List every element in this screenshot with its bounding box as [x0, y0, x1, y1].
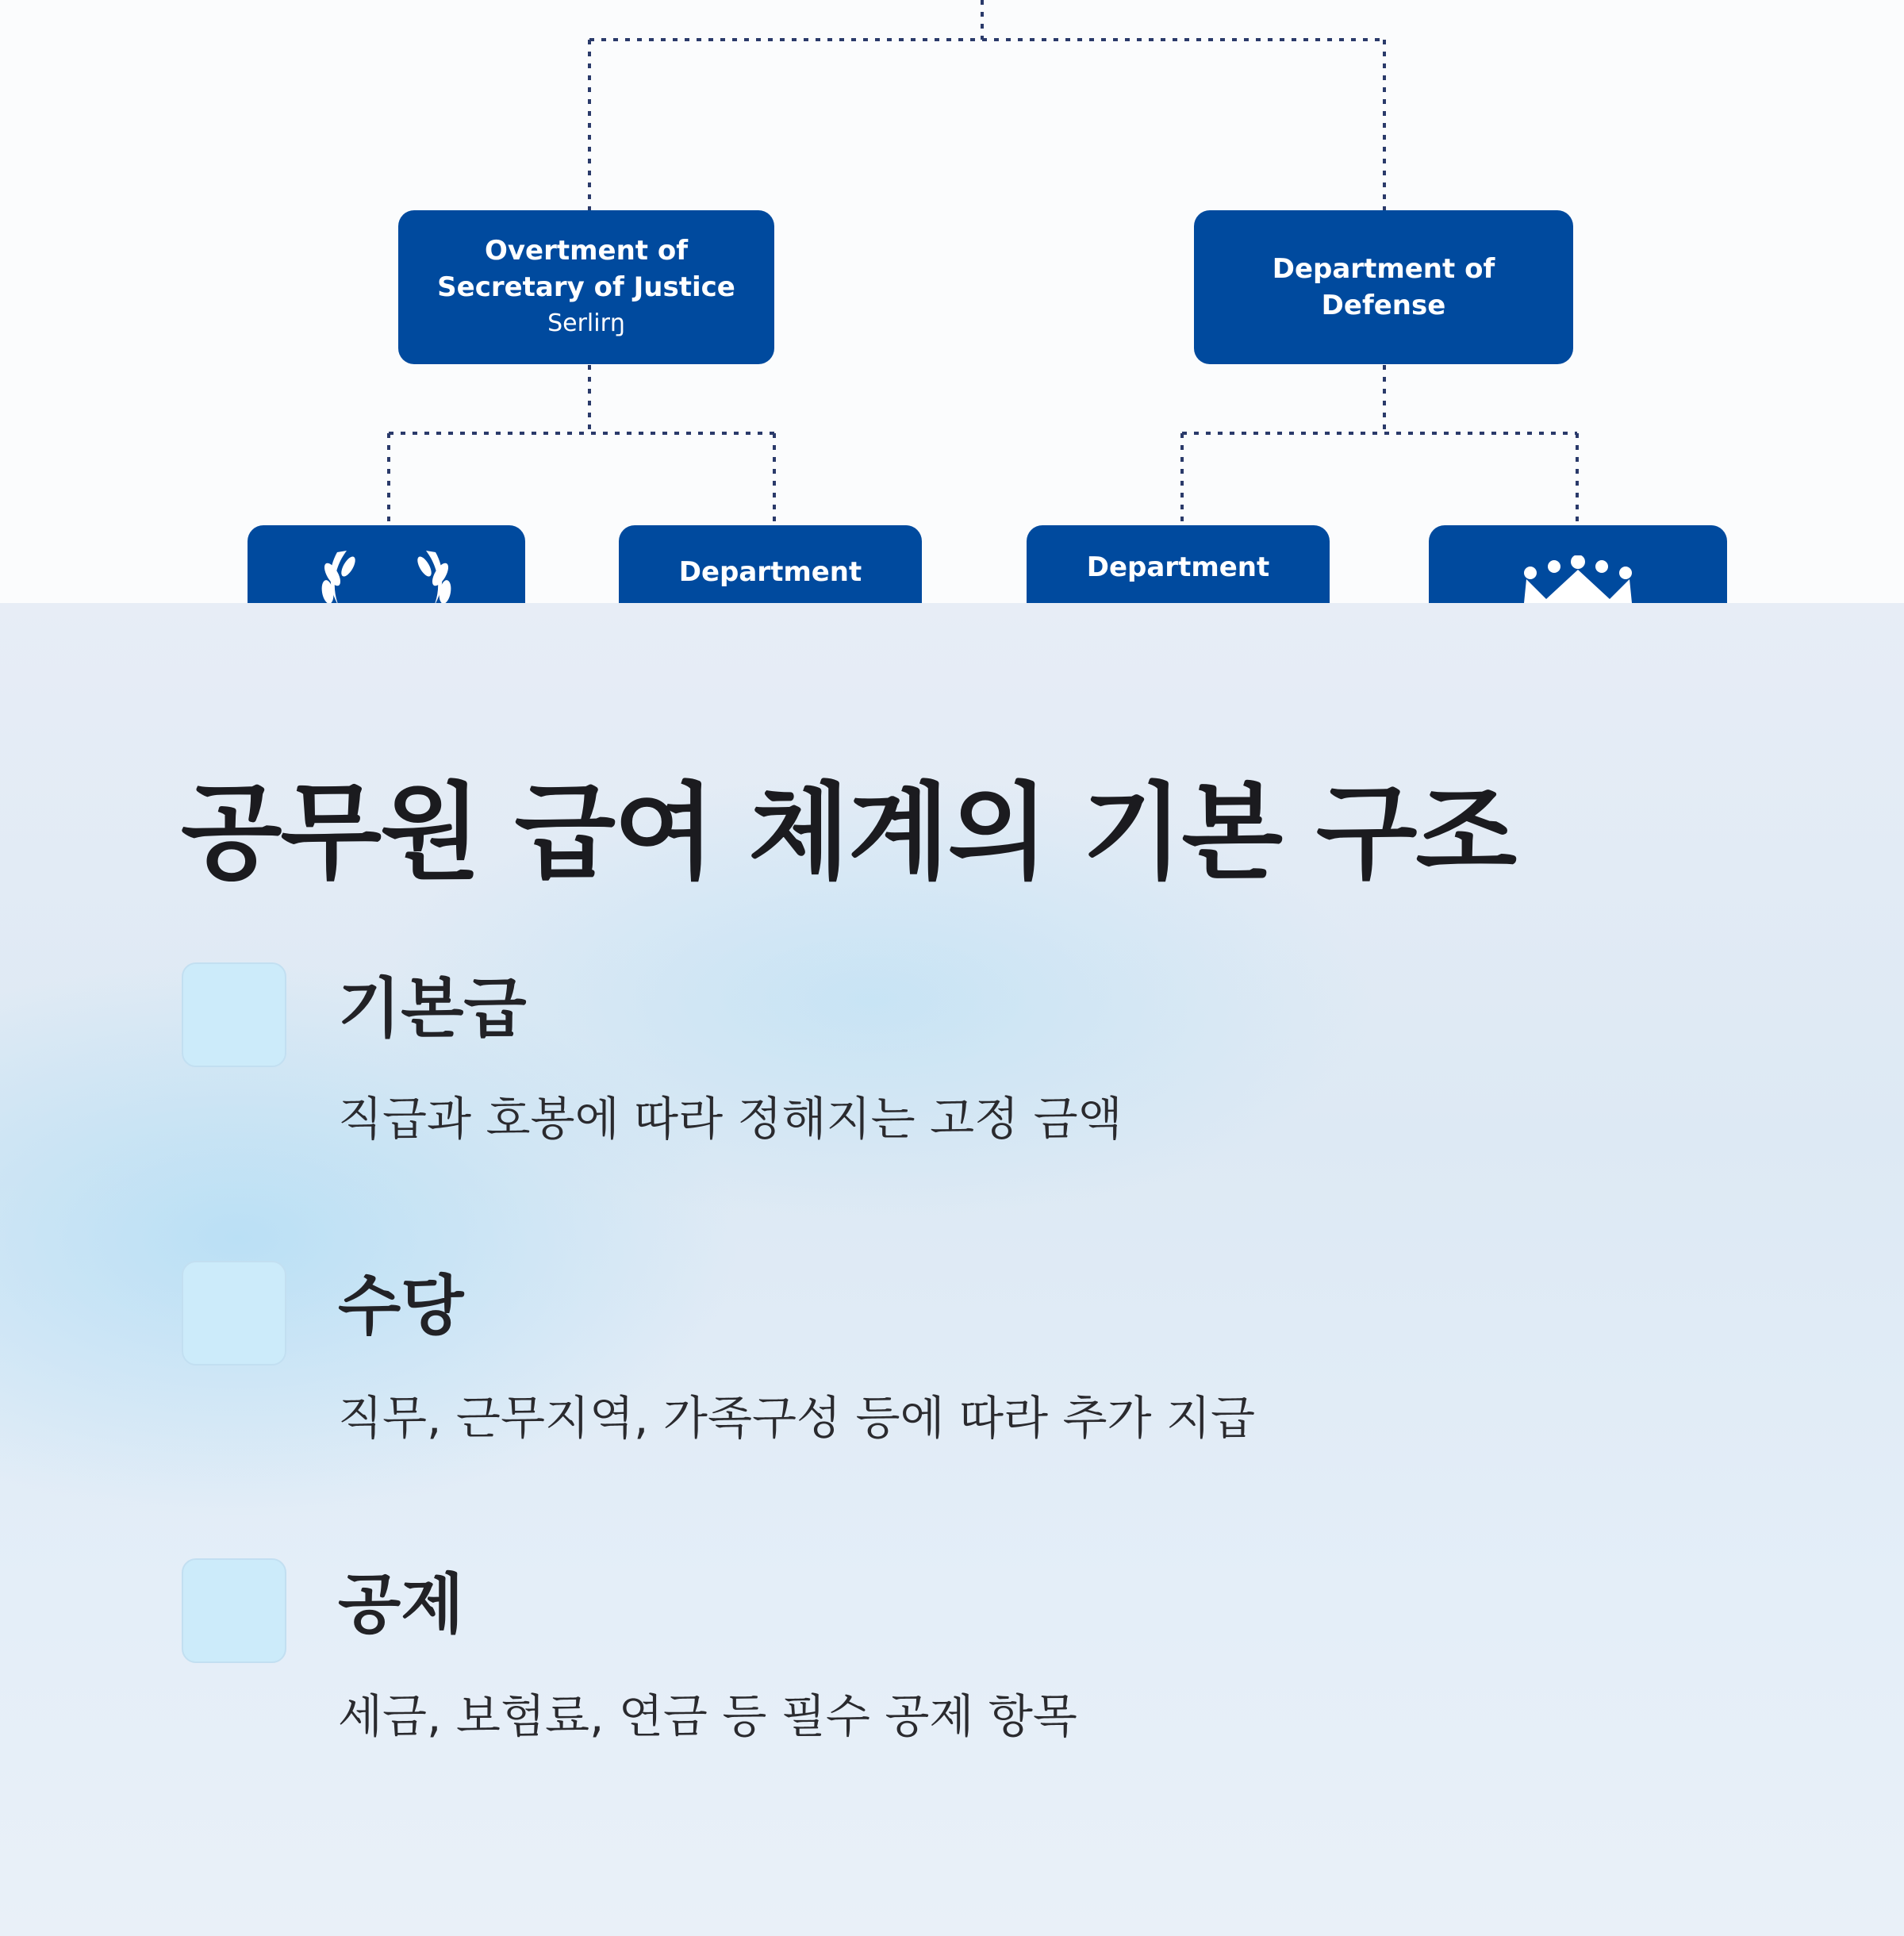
org-box-defense: [1194, 210, 1573, 364]
org-box-defense-line1: Department of: [1272, 253, 1495, 285]
content-panel: [0, 603, 1904, 1936]
org-box-justice-line3: Serlirŋ: [547, 309, 625, 337]
deduction-icon: [182, 1558, 286, 1663]
org-box-bottom-2: [619, 525, 922, 603]
base-pay-icon: [182, 962, 286, 1067]
item-title-base-pay: 기본급: [338, 971, 527, 1047]
item-desc-base-pay: 직급과 호봉에 따라 정해지는 고정 금액: [338, 1092, 1123, 1146]
org-box-justice-line1: Overtment of: [484, 235, 689, 267]
item-desc-allowance: 직무, 근무지역, 가족구성 등에 따라 추가 지급: [338, 1391, 1255, 1445]
allowance-icon: [182, 1261, 286, 1366]
org-box-bottom-2-label: Department: [678, 556, 862, 588]
crown-icon: [1451, 555, 1705, 603]
item-title-deduction: 공제: [338, 1567, 464, 1642]
page-title: 공무원 급여 체계의 기본 구조: [181, 772, 1515, 894]
org-box-bottom-3-label: Department: [1086, 551, 1270, 583]
org-box-bottom-4: [1429, 525, 1727, 603]
item-desc-deduction: 세금, 보험료, 연금 등 필수 공제 항목: [338, 1689, 1077, 1743]
org-chart-connectors: [0, 0, 1904, 603]
org-box-defense-line2: Defense: [1321, 290, 1446, 321]
org-box-justice: [398, 210, 774, 364]
org-box-bottom-1: [248, 525, 525, 603]
org-box-bottom-3: [1027, 525, 1330, 603]
org-box-justice-line2: Secretary of Justice: [437, 271, 735, 303]
org-chart-image: [0, 0, 1904, 603]
laurel-wreath-icon: [291, 543, 482, 603]
item-title-allowance: 수당: [338, 1269, 464, 1344]
